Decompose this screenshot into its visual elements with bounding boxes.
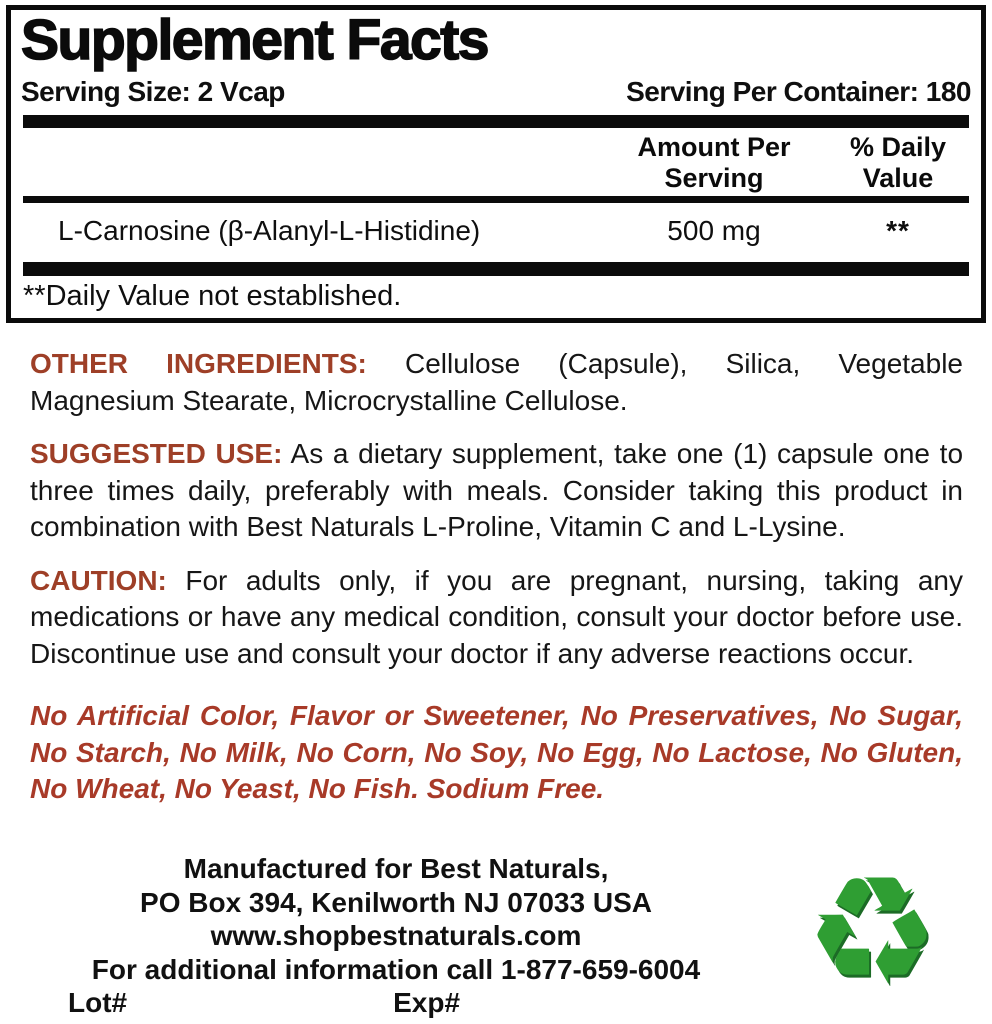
daily-value-footnote: **Daily Value not established.: [23, 280, 402, 312]
caution-label: CAUTION:: [30, 564, 167, 596]
allergen-free-claims: No Artificial Color, Flavor or Sweetener, No Preservatives, No Sugar, No Starch, No Milk, No Corn, No Soy, No Egg, No Lactose, No Gluten, No Wheat, No Yeast, No Fish. Sodium Free.: [30, 700, 963, 804]
suggested-use-label: SUGGESTED USE:: [30, 438, 283, 469]
section-suggested-use: [30, 436, 963, 546]
ingredient-name: L-Carnosine (β-Alanyl-L-Histidine): [58, 215, 481, 246]
divider-thick-bottom: [23, 262, 969, 276]
phone-line: For additional information call 1-877-659-6004: [91, 953, 701, 985]
label-text-sections: [30, 338, 963, 808]
ingredient-daily-value: **: [886, 215, 910, 246]
column-header-amount-per-serving: Amount Per Serving: [637, 132, 791, 194]
website-line: www.shopbestnaturals.com: [210, 920, 582, 951]
servings-per-container: Serving Per Container: 180: [626, 76, 971, 107]
section-other-ingredients: [30, 346, 963, 419]
divider-thick-top: [23, 115, 969, 128]
other-ingredients-label: OTHER INGREDIENTS:: [30, 348, 367, 379]
serving-row: [21, 76, 971, 108]
table-column-headers: [21, 130, 971, 196]
ingredient-amount: 500 mg: [667, 215, 761, 246]
manufacturer-block: [30, 852, 762, 1020]
table-row: [21, 203, 971, 262]
other-ingredients-text: Cellulose (Capsule), Silica, Vegetable Magnesium Stearate, Microcrystalline Cellulose.: [30, 348, 963, 416]
supplement-facts-panel: [6, 5, 986, 323]
divider-thin-under-headers: [23, 196, 969, 203]
exp-label: Exp#: [393, 987, 461, 1018]
column-header-daily-value: % Daily Value: [849, 132, 947, 194]
serving-size: Serving Size: 2 Vcap: [21, 76, 285, 107]
recycle-icon: ♻: [804, 845, 940, 1019]
address-line: PO Box 394, Kenilworth NJ 07033 USA: [140, 886, 652, 918]
lot-exp-line: [30, 986, 762, 1020]
supplement-facts-title: Supplement Facts: [21, 8, 488, 72]
manufactured-for-line: Manufactured for Best Naturals,: [183, 853, 609, 884]
lot-label: Lot#: [68, 987, 128, 1018]
suggested-use-text: As a dietary supplement, take one (1) capsule one to three times daily, preferably with meals. Consider taking this product in combination with Best Naturals L-Proline, Vitamin C and L-Lysine.: [30, 438, 964, 542]
caution-text: For adults only, if you are pregnant, nursing, taking any medications or have any medical condition, consult your doctor before use. Discontinue use and consult your doctor if any adverse reactions occur.: [30, 564, 963, 669]
section-caution: [30, 563, 963, 673]
